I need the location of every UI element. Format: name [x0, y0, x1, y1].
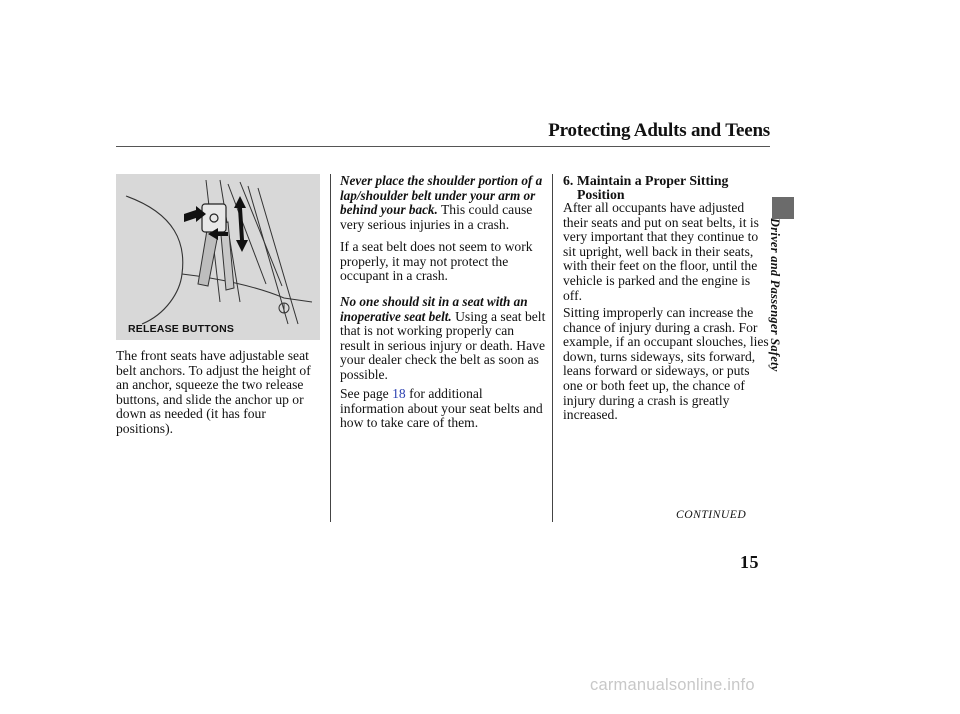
page-title: Protecting Adults and Teens: [548, 120, 770, 141]
section-heading: [563, 174, 769, 202]
warning-inoperative-belt-bold: No one should sit in a seat with an inoperative seat belt.: [340, 294, 528, 324]
section-title-line2: Position: [577, 187, 625, 202]
anchor-adjust-paragraph: The front seats have adjustable seat belt anchors. To adjust the height of an anchor, squeeze the two release buttons, and slide the anchor up or down as needed (it has four positions).: [116, 348, 311, 436]
page-18-link[interactable]: 18: [392, 386, 406, 401]
figure-caption: RELEASE BUTTONS: [128, 323, 235, 335]
continued-label: CONTINUED: [676, 508, 747, 521]
see-page-prefix: See page: [340, 386, 393, 401]
see-page-paragraph: [340, 387, 546, 431]
section-title-line1: Maintain a Proper Sitting: [576, 173, 729, 188]
column-divider-1: [330, 174, 331, 522]
page-number: 15: [740, 552, 759, 572]
section-tab-marker: [772, 197, 794, 219]
see-page-suffix: for additional information about your seat belts and how to take care of them.: [340, 386, 543, 431]
warning-inoperative-belt: [340, 295, 546, 383]
seat-belt-anchor-illustration: [116, 174, 320, 340]
warning-inoperative-belt-text: Using a seat belt that is not working properly can result in serious injury or death. Have your dealer check the belt as soon as possible.: [340, 308, 546, 382]
warning-shoulder-belt-bold: Never place the shoulder portion of a lap/shoulder belt under your arm or behind your back.: [340, 173, 543, 218]
watermark: carmanualsonline.info: [590, 676, 755, 694]
proper-sitting-paragraph: After all occupants have adjusted their seats and put on seat belts, it is very important that they continue to sit upright, well back in their seats, with their feet on the floor, until the vehicle is parked and the engine is off.: [563, 200, 759, 303]
column-divider-2: [552, 174, 553, 522]
warning-shoulder-belt: [340, 174, 546, 232]
section-side-label: Driver and Passenger Safety: [768, 218, 782, 372]
warning-shoulder-belt-text: This could cause very serious injuries in a crash.: [340, 202, 533, 232]
anchor-drawing: [116, 174, 320, 340]
header-rule: [116, 146, 770, 147]
seat-belt-work-paragraph: If a seat belt does not seem to work properly, it may not protect the occupant in a crash.: [340, 239, 533, 284]
section-number: 6.: [563, 173, 574, 188]
sitting-improperly-paragraph: Sitting improperly can increase the chance of injury during a crash. For example, if an occupant slouches, lies down, turns sideways, sits forward, leans forward or sideways, or puts one or both feet up, the chance of injury during a crash is greatly increased.: [563, 305, 769, 423]
